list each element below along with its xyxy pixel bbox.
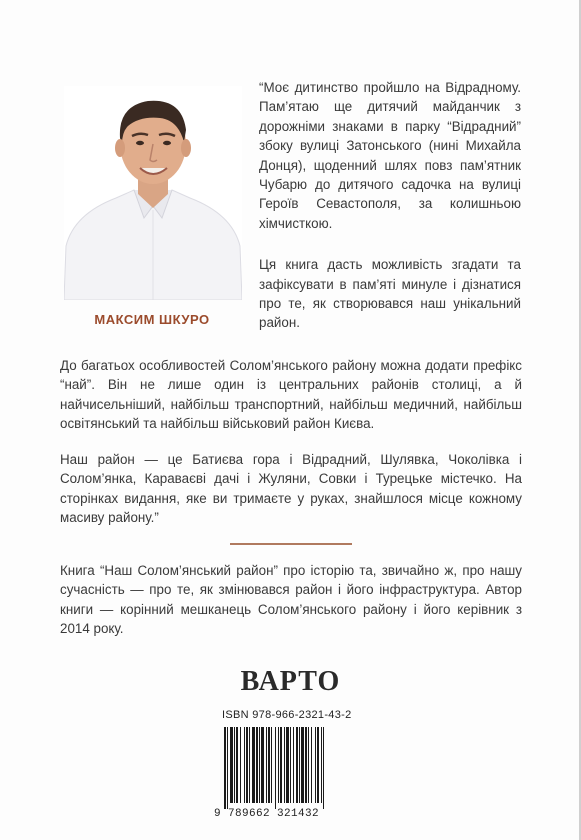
author-photo [64, 86, 242, 300]
body-paragraph-2 [60, 450, 522, 528]
quote-paragraph: “Моє дитинство пройшло на Відрадному. Пам’ятаю ще дитячий майданчик з дорожніми знаками в парку “Відрадний” збоку вулиці Затонського (нині Михайла Донця), щоденний шлях повз пам’ятник Чубарю до дитячого садочка на вулиці Героїв Севастополя, за колишньою хімчисткою. [259, 80, 521, 231]
author-name: МАКСИМ ШКУРО [94, 312, 210, 327]
body-paragraph-3 [60, 561, 522, 639]
section-divider [230, 543, 352, 545]
body-paragraph-text: До багатьох особливостей Солом’янського району можна додати префікс “най”. Він не лише один із центральних районів столиці, а й найчисельніший, найбільш транспортний, найбільш медичний, найбільш освітянський та найбільш військовий район Києва. [60, 358, 522, 432]
body-paragraph-text: Книга “Наш Солом’янський район” про історію та, звичайно ж, про нашу сучасність — про те, як змінювався район і його інфраструктура. Автор книги — корінний мешканець Солом’янського району і його керівник з 2014 року. [60, 563, 522, 637]
quote-paragraph: Ця книга дасть можливість згадати та зафіксувати в пам’яті минуле і дізнатися про те, як створювався наш унікальний район. [259, 257, 521, 331]
isbn-label: ISBN 978-966-2321-43-2 [222, 709, 352, 721]
barcode-digits: 9 789662 321432 [214, 808, 320, 820]
body-paragraph-1 [60, 356, 522, 434]
author-portrait-image [64, 86, 242, 300]
author-quote [259, 78, 521, 355]
body-paragraph-text: Наш район — це Батиєва гора і Відрадний, Шулявка, Чоколівка і Солом’янка, Караваєві дачі і Жуляни, Совки і Турецьке містечко. На сторінках видання, яке ви тримаєте у руках, знайшлося місце кожному масиву району.” [60, 452, 522, 526]
barcode-icon [222, 727, 362, 809]
publisher-logo: ВАРТО [240, 666, 341, 697]
